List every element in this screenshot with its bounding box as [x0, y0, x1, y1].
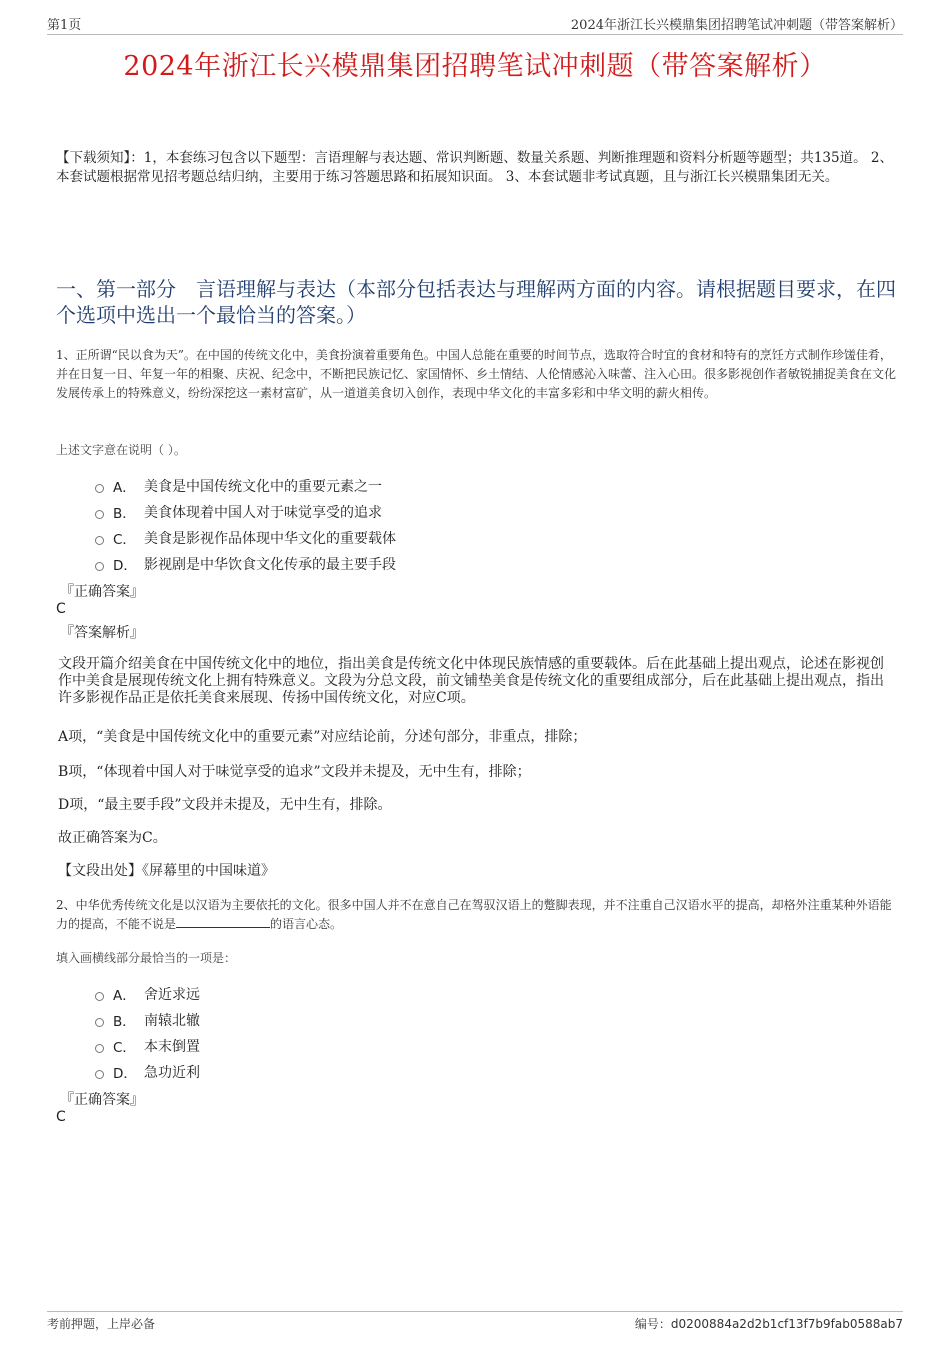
header-doc-title: 2024年浙江长兴模鼎集团招聘笔试冲刺题（带答案解析） — [570, 18, 903, 33]
radio-icon[interactable] — [95, 562, 104, 571]
page-title: 2024年浙江长兴模鼎集团招聘笔试冲刺题（带答案解析） — [123, 51, 827, 82]
footer-code: 编号：d0200884a2d2b1cf13f7b9fab0588ab7 — [634, 1317, 903, 1331]
analysis-note: D项，“最主要手段”文段并未提及，无中生有，排除。 — [58, 797, 392, 813]
analysis-text: 文段开篇介绍美食在中国传统文化中的地位，指出美食是传统文化中体现民族情感的重要载体。后在此基础上提出观点，论述在影视创作中美食是展现传统文化上拥有特殊意义。文段为分总文段，前文铺垫美食是传统文化的重要组成部分，后在此基础上提出观点，指出许多影视作品正是依托美食来展现、传扬中国传统文化，对应C项。 — [58, 656, 884, 706]
footer-slogan: 考前押题，上岸必备 — [47, 1317, 156, 1331]
answer-label: 『正确答案』 — [60, 1092, 144, 1108]
answer-value: C — [56, 601, 66, 617]
final-answer: 故正确答案为C。 — [58, 830, 167, 846]
option-text: 美食体现着中国人对于味觉享受的追求 — [144, 505, 382, 521]
option-text: 急功近利 — [144, 1065, 200, 1081]
question-1-text: 1、正所谓“民以食为天”。在中国的传统文化中，美食扮演着重要角色。中国人总能在重要的时间节点，选取符合时宜的食材和特有的烹饪方式制作珍馐佳肴，并在日复一日、年复一年的相聚、庆祝、纪念中，不断把民族记忆、家国情怀、乡土情结、人伦情感沁入味蕾、注入心田。很多影视创作者敏锐捕捉美食在文化发展传承上的特殊意义，纷纷深挖这一素材富矿，从一道道美食切入创作，表现中华文化的丰富多彩和中华文明的薪火相传。 — [56, 348, 897, 400]
option-a[interactable]: A． 舍近求远 — [95, 981, 200, 1007]
question-2-prompt: 填入画横线部分最恰当的一项是： — [56, 951, 237, 965]
option-d[interactable]: D． 影视剧是中华饮食文化传承的最主要手段 — [95, 551, 396, 577]
question-1-prompt: 上述文字意在说明（ ）。 — [56, 443, 186, 457]
radio-icon[interactable] — [95, 484, 104, 493]
page-number: 第1页 — [47, 18, 82, 33]
option-text: 舍近求远 — [144, 987, 200, 1003]
radio-icon[interactable] — [95, 1018, 104, 1027]
radio-icon[interactable] — [95, 536, 104, 545]
fill-blank — [176, 915, 270, 928]
source-note: 【文段出处】《屏幕里的中国味道》 — [58, 863, 275, 879]
answer-value: C — [56, 1109, 66, 1125]
answer-label: 『正确答案』 — [60, 584, 144, 600]
page-header — [47, 14, 903, 35]
radio-icon[interactable] — [95, 1044, 104, 1053]
option-text: 美食是中国传统文化中的重要元素之一 — [144, 479, 382, 495]
option-c[interactable]: C． 本末倒置 — [95, 1033, 200, 1059]
option-b[interactable]: B． 南辕北辙 — [95, 1007, 200, 1033]
radio-icon[interactable] — [95, 1070, 104, 1079]
question-1-options — [95, 473, 396, 577]
analysis-note: A项，“美食是中国传统文化中的重要元素”对应结论前，分述句部分，非重点，排除； — [58, 729, 587, 745]
analysis-note: B项，“体现着中国人对于味觉享受的追求”文段并未提及，无中生有，排除； — [58, 764, 531, 780]
radio-icon[interactable] — [95, 992, 104, 1001]
option-text: 南辕北辙 — [144, 1013, 200, 1029]
section-title: 一、第一部分 言语理解与表达（本部分包括表达与理解两方面的内容。请根据题目要求，在四个选项中选出一个最恰当的答案。） — [56, 277, 896, 327]
option-b[interactable]: B． 美食体现着中国人对于味觉享受的追求 — [95, 499, 396, 525]
page-footer — [47, 1311, 903, 1332]
option-c[interactable]: C． 美食是影视作品体现中华文化的重要载体 — [95, 525, 396, 551]
question-2-options — [95, 981, 200, 1085]
analysis-label: 『答案解析』 — [60, 625, 144, 641]
radio-icon[interactable] — [95, 510, 104, 519]
download-notice: 【下载须知】：1，本套练习包含以下题型：言语理解与表达题、常识判断题、数量关系题、判断推理题和资料分析题等题型；共135道。 2、本套试题根据常见招考题总结归纳，主要用于练习答题思路和拓展知识面。 3、本套试题非考试真题，且与浙江长兴模鼎集团无关。 — [56, 150, 893, 185]
question-2-text: 2、中华优秀传统文化是以汉语为主要依托的文化。很多中国人并不在意自己在驾驭汉语上的蹩脚表现，并不注重自己汉语水平的提高，却格外注重某种外语能力的提高，不能不说是 的语言心态。 — [56, 898, 892, 931]
option-text: 美食是影视作品体现中华文化的重要载体 — [144, 531, 396, 547]
option-text: 本末倒置 — [144, 1039, 200, 1055]
option-a[interactable]: A． 美食是中国传统文化中的重要元素之一 — [95, 473, 396, 499]
option-d[interactable]: D． 急功近利 — [95, 1059, 200, 1085]
option-text: 影视剧是中华饮食文化传承的最主要手段 — [144, 557, 396, 573]
